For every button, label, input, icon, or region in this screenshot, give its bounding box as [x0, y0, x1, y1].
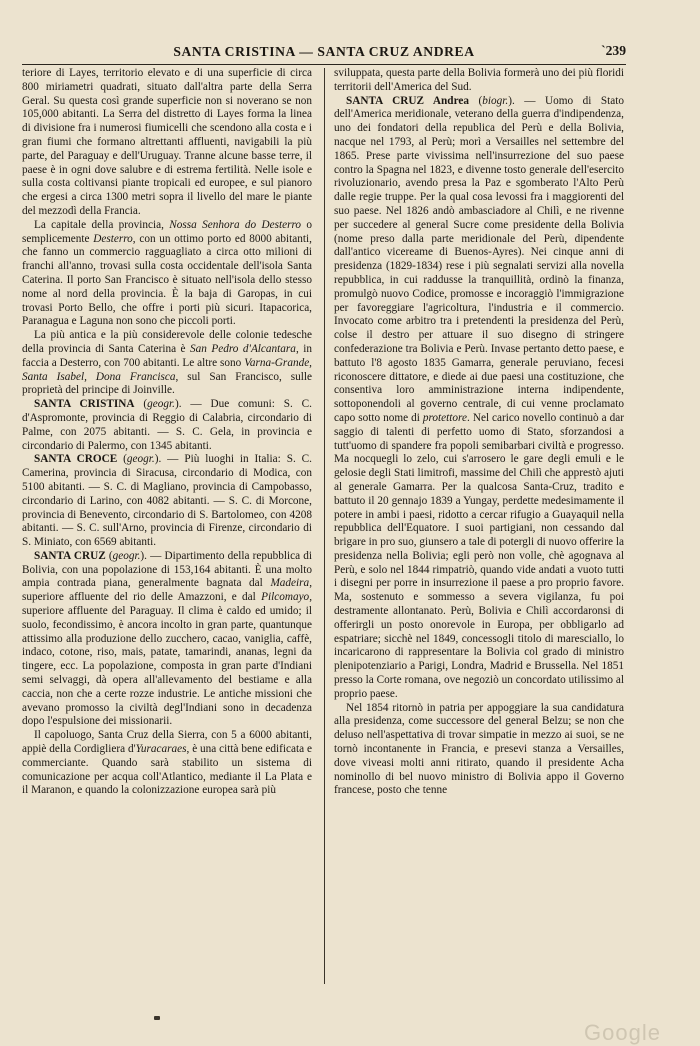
right-column	[334, 67, 624, 798]
entry-body: . — Due comuni: S. C. d'Aspromonte, provincia di Reggio di Calabria, circondario di Palme, con 2075 abitanti. — S. C. Gela, in provincia e circondario di Palermo, con 1345 abitanti.	[22, 398, 312, 452]
text-run: , in faccia a Desterro, con 700 abitanti. Le altre sono	[22, 342, 312, 369]
paragraph-1854: Nel 1854 ritornò in patria per appoggiare la sua candidatura alla presidenza, come successore del general Belzu; se non che deluso nell'aspettativa di trovar simpatie in mezzo ai suoi, se ne tornò incontanente in Francia, e presevi stanza a Versailles, dove viveasi molti anni ritirato, quando il presidente Acha nominollo di bel nuovo ministro di Bolivia appo il Governo francese, posto che tenne	[334, 701, 624, 797]
entry-body: , superiore affluente del Paraguay. Il clima è caldo ed umido; il suolo, fecondissimo, è ancora incolto in gran parte, quantunque attissimo alla produzione dello zucchero, cacao, vaniglia, caffè, indaco, cotone, riso, mais, patate, tamarindi, ananas, legni da tingere, ecc. La popolazione, composta in gran parte d'Indiani semi selvaggi, dà opera all'allevamento del bestiame e alla caccia, non che a certe rozze industrie. Le antiche missioni che avevano promosso la civiltà degl'Indiani sono in decadenza dopo l'espulsione dei missionarii.	[22, 591, 312, 728]
entry-headword: SANTA CRUZ	[34, 549, 106, 562]
entry-santa-cruz-geogr: SANTA CRUZ (geogr.). — Dipartimento della repubblica di Bolivia, con una popolazione di 153,164 abitanti. È una molto ampia contrada piana, generalmente bagnata dal Madeira, superiore affluente del rio delle Amazzoni, e dal Pilcomayo, superiore affluente del Paraguay. Il clima è caldo ed umido; il suolo, fecondissimo, è ancora incolto in gran parte, quantunque attissimo alla produzione dello zucchero, cacao, vaniglia, caffè, indaco, cotone, riso, mais, patate, tamarindi, ananas, legni da tingere, ecc. La popolazione, composta in gran parte d'Indiani semi selvaggi, dà opera all'allevamento del bestiame e alla caccia, non che a certe rozze industrie. Le antiche missioni che avevano promosso la civiltà degl'Indiani sono in decadenza dopo l'espulsione dei missionarii.	[22, 549, 312, 728]
text-run: La capitale della provincia,	[34, 218, 170, 231]
header-rule	[22, 64, 626, 65]
entry-body: . — Più luoghi in Italia: S. C. Camerina, provincia di Siracusa, circondario di Modica, con 5100 abitanti. — S. C. di Magliano, provincia di Campobasso, circondario di Larino, con 4082 abitanti. — S. C. di Morcone, provincia di Benevento, circondario di S. Bartolomeo, con 4208 abitanti. — S. C. sull'Arno, provincia di Firenze, circondario di S. Miniato, con 6569 abitanti.	[22, 453, 312, 549]
column-divider	[324, 68, 325, 984]
italic-river-name: Madeira	[270, 577, 310, 590]
entry-body: . — Uomo di Stato dell'America meridionale, veterano della guerra d'indipendenza, uno dei fondatori della republica del Perù e della Bolivia, nacque nel 1793, al Perù; morì a Versailles nel settembre del 1865. Prese parte vivissima nell'insurrezione del suo paese contro la Spagna nel 1823, e divenne tosto generale dell'esercito rivoluzionario, avendo presa la Paz e sgomberato l'Alto Perù dalle regie truppe. Per la qual cosa levossi fra i maggiorenti del suo paese. Nel 1826 andò ambasciadore al Chilì, e ne rivenne per succedere al general Sucre come presidente della Bolivia (nome preso dalla parte meridionale del Perù, dipendente dall'antico vicereame di Buenos-Ayres). Nei cinque anni di presidenza (1829-1834) rese i più segnalati servizi alla novella repubblica, in cui raddusse la tranquillità, ordinò la finanza, promulgò nuovo Codice, promosse e incoraggiò l'immigrazione per favoreggiare l'agricoltura, l'industria e il commercio. Invocato come arbitro tra i pretendenti la presidenza del Perù, colse il destro per attuare il suo disegno di stringere confederazione tra Bolivia e Perù. Invase pertanto detto paese, e battuto l'8 agosto 1835 Gamarra, generale peruviano, fecesi riconoscere dittatore, e diede ai due paesi una costituzione, che consentiva loro amministrazione interna indipendente, sottoponendoli al governo centrale, di cui venne proclamato capo sotto nome di	[334, 94, 624, 424]
italic-place-name: Varna-Grande, Santa Isabel, Dona Francisca	[22, 356, 312, 383]
left-column	[22, 67, 312, 798]
running-header	[22, 42, 626, 64]
entry-tag: biogr.	[482, 94, 509, 107]
paragraph-colonies	[22, 329, 312, 398]
text-run: o semplicemente	[22, 218, 313, 245]
entry-headword: SANTA CRUZ Andrea	[346, 94, 469, 107]
entry-headword: SANTA CROCE	[34, 453, 118, 466]
paragraph-capoluogo	[22, 729, 312, 798]
entry-headword: SANTA CRISTINA	[34, 398, 135, 411]
text-run: , sul San Francisco, sulle proprietà del principe di Joinville.	[22, 370, 312, 397]
entry-body: , superiore affluente del rio delle Amazzoni, e dal	[22, 577, 312, 604]
page-title: SANTA CRISTINA — SANTA CRUZ ANDREA	[173, 44, 475, 59]
entry-santa-cruz-andrea: SANTA CRUZ Andrea (biogr.). — Uomo di Stato dell'America meridionale, veterano della guerra d'indipendenza, uno dei fondatori della republica del Perù e della Bolivia, nacque nel 1793, al Perù; morì a Versailles nel settembre del 1865. Prese parte vivissima nell'insurrezione del suo paese contro la Spagna nel 1823, e divenne tosto generale dell'esercito rivoluzionario, avendo presa la Paz e sgomberato l'Alto Perù dalle regie truppe. Per la qual cosa levossi fra i maggiorenti del suo paese. Nel 1826 andò ambasciadore al Chilì, e ne rivenne per succedere al general Sucre come presidente della Bolivia (nome preso dalla parte meridionale del Perù, dipendente dall'antico vicereame di Buenos-Ayres). Nei cinque anni di presidenza (1829-1834) rese i più segnalati servizi alla novella repubblica, in cui raddusse la tranquillità, ordinò la finanza, promulgò nuovo Codice, promosse e incoraggiò l'immigrazione per favoreggiare l'agricoltura, l'industria e il commercio. Invocato come arbitro tra i pretendenti la presidenza del Perù, colse il destro per attuare il suo disegno di stringere confederazione tra Bolivia e Perù. Invase pertanto detto paese, e battuto l'8 agosto 1835 Gamarra, generale peruviano, fecesi riconoscere dittatore, e diede ai due paesi una costituzione, che consentiva loro amministrazione interna indipendente, sottoponendoli al governo centrale, di cui venne proclamato capo sotto nome di protettore. Nel carico novello continuò a dar saggio di talenti di perfetto uomo di Stato, sforzandosi a tutt'uomo di spandere fra popoli semibarbari civiltà e progresso. Ma nocquegli lo zelo, cui s'arrosero le gare degli emuli e le gelosie degli Stati limitrofi, massime del Chilì che apprestò ajuti al generale Gamarra. Per la qualcosa Santa-Cruz, tradito e battuto il 20 gennajo 1839 a Yungay, perdette medesimamente il potere in ambi i paesi, ridotto a cercar rifugio a Guayaquil nella repubblica dell'Equatore. I suoi partigiani, non cessando dal brigare in pro suo, giunsero a tale di potergli di nuovo offerire la presidenza nella Bolivia; egli però non volle, chè agognava al Perù, e solo nel 1844 rimpatriò, quando vide andati a vuoto tutti i disegni per porre in insurrezione il paese a pro proprio favore. Ma, sostenuto e sommesso a severa vigilanza, fu poi destramente allontanato. Perù, Bolivia e Chilì accordaronsi di offerirgli un posto onorevole in Europa, per obbligarlo ad espatriare; sicchè nel 1849, concessogli titolo di maresciallo, lo incaricarono di rappresentare la Bolivia col grado di ministro plenipotenziario a Parigi, Londra, Madrid e Brussella. Nel 1851 presso la Corte romana, ove negoziò un concordato utilissimo al proprio paese.	[334, 94, 624, 700]
italic-place-name: Yuracaraes	[135, 743, 187, 756]
entry-tag: geogr.	[147, 398, 175, 411]
entry-tag: geogr.	[126, 453, 155, 466]
page-number: `239	[601, 43, 626, 58]
text-run: , con un ottimo porto ed 8000 abitanti, che fanno un commercio ragguagliato a circa otto milioni di franchi all'anno, trovasi sulla costa occidentale dell'isola Santa Caterina. Il porto San Francisco è situato nell'isola dello stesso nome al nord della provincia. È la baja di Garopas, in cui trovasi Porto Bello, che offre i porti più sicuri. Itapacorica, Paranagua e Laguna non sono che piccoli porti.	[22, 232, 312, 328]
text-run: Il capoluogo, Santa Cruz della Sierra, con 5 a 6000 abitanti, appiè della Cordigliera d'	[22, 729, 312, 756]
italic-place-name: San Pedro d'Alcantara	[190, 342, 296, 355]
scan-watermark: Google	[584, 1020, 661, 1045]
text-run: La più antica e la più considerevole delle colonie tedesche della provincia di Santa Caterina è	[22, 329, 312, 355]
italic-place-name: Desterro	[93, 232, 133, 245]
entry-body: . Nel carico novello continuò a dar saggio di talenti di perfetto uomo di Stato, sforzandosi a tutt'uomo di spandere fra popoli semibarbari civiltà e progresso. Ma nocquegli lo zelo, cui s'arrosero le gare degli emuli e le gelosie degli Stati limitrofi, massime del Chilì che apprestò ajuti al generale Gamarra. Per la qualcosa Santa-Cruz, tradito e battuto il 20 gennajo 1839 a Yungay, perdette medesimamente il potere in ambi i paesi, ridotto a cercar rifugio a Guayaquil nella repubblica dell'Equatore. I suoi partigiani, non cessando dal brigare in pro suo, giunsero a tale di potergli di nuovo offerire la presidenza nella Bolivia; egli però non volle, chè agognava al Perù, e solo nel 1844 rimpatriò, quando vide andati a vuoto tutti i disegni per porre in insurrezione il paese a pro proprio favore. Ma, sostenuto e sommesso a severa vigilanza, fu poi destramente allontanato. Perù, Bolivia e Chilì accordaronsi di offerirgli un posto onorevole in Europa, per obbligarlo ad espatriare; sicchè nel 1849, concessogli titolo di maresciallo, lo incaricarono di rappresentare la Bolivia col grado di ministro plenipotenziario a Parigi, Londra, Madrid e Brussella. Nel 1851 presso la Corte romana, ove negoziò un concordato utilissimo al proprio paese.	[334, 411, 624, 700]
paragraph-continuation: sviluppata, questa parte della Bolivia formerà uno dei più floridi territorii dell'America del Sud.	[334, 67, 624, 93]
paragraph-layes: teriore di Layes, territorio elevato e di una superficie di circa 800 miriametri quadrati, situato dall'altra parte della Serra Geral. Su questa così grande superficie non si noverano se non 105,000 abitanti. La Serra del distretto di Layes forma la linea di divisione fra i numerosi fiumicelli che scendono alla costa e i gran fiumi che formano altrettanti affluenti, navigabili la più parte, del Paraguay e dell'Uruguay. Tranne alcune basse terre, il paese è in ogni dove salubre e di estrema fertilità. Nelle isole e sulla costa coltivansi piante tropicali ed europee, e sul pianoro che ergesi a circa 1300 metri sopra il livello del mare le piante del mezzodì della Francia.	[22, 67, 312, 217]
printer-mark	[154, 1016, 160, 1020]
text-run: , è una città bene edificata e commerciante. Quando sarà stabilito un sistema di comunicazione per acqua coll'Atlantico, mediante il La Plata e il Maranon, e quando la colonizzazione europea sarà più	[22, 743, 312, 797]
entry-santa-cristina: SANTA CRISTINA (geogr.). — Due comuni: S. C. d'Aspromonte, provincia di Reggio di Calabria, circondario di Palme, con 2075 abitanti. — S. C. Gela, in provincia e circondario di Palermo, con 1345 abitanti.	[22, 398, 312, 452]
italic-river-name: Pilcomayo	[261, 591, 310, 604]
entry-tag: geogr.	[112, 549, 141, 562]
paragraph-capital	[22, 219, 312, 329]
italic-title: protettore	[422, 411, 468, 424]
entry-body: . — Dipartimento della repubblica di Bolivia, con una popolazione di 153,164 abitanti. È una molto ampia contrada piana, generalmente bagnata dal	[22, 549, 312, 590]
entry-santa-croce: SANTA CROCE (geogr.). — Più luoghi in Italia: S. C. Camerina, provincia di Siracusa, circondario di Modica, con 5100 abitanti. — S. C. di Magliano, provincia di Campobasso, circondario di Larino, con 4082 abitanti. — S. C. di Morcone, provincia di Benevento, circondario di S. Bartolomeo, con 4208 abitanti. — S. C. sull'Arno, provincia di Firenze, circondario di S. Miniato, con 6569 abitanti.	[22, 453, 312, 549]
italic-place-name: Nossa Senhora do Desterro	[169, 218, 302, 231]
